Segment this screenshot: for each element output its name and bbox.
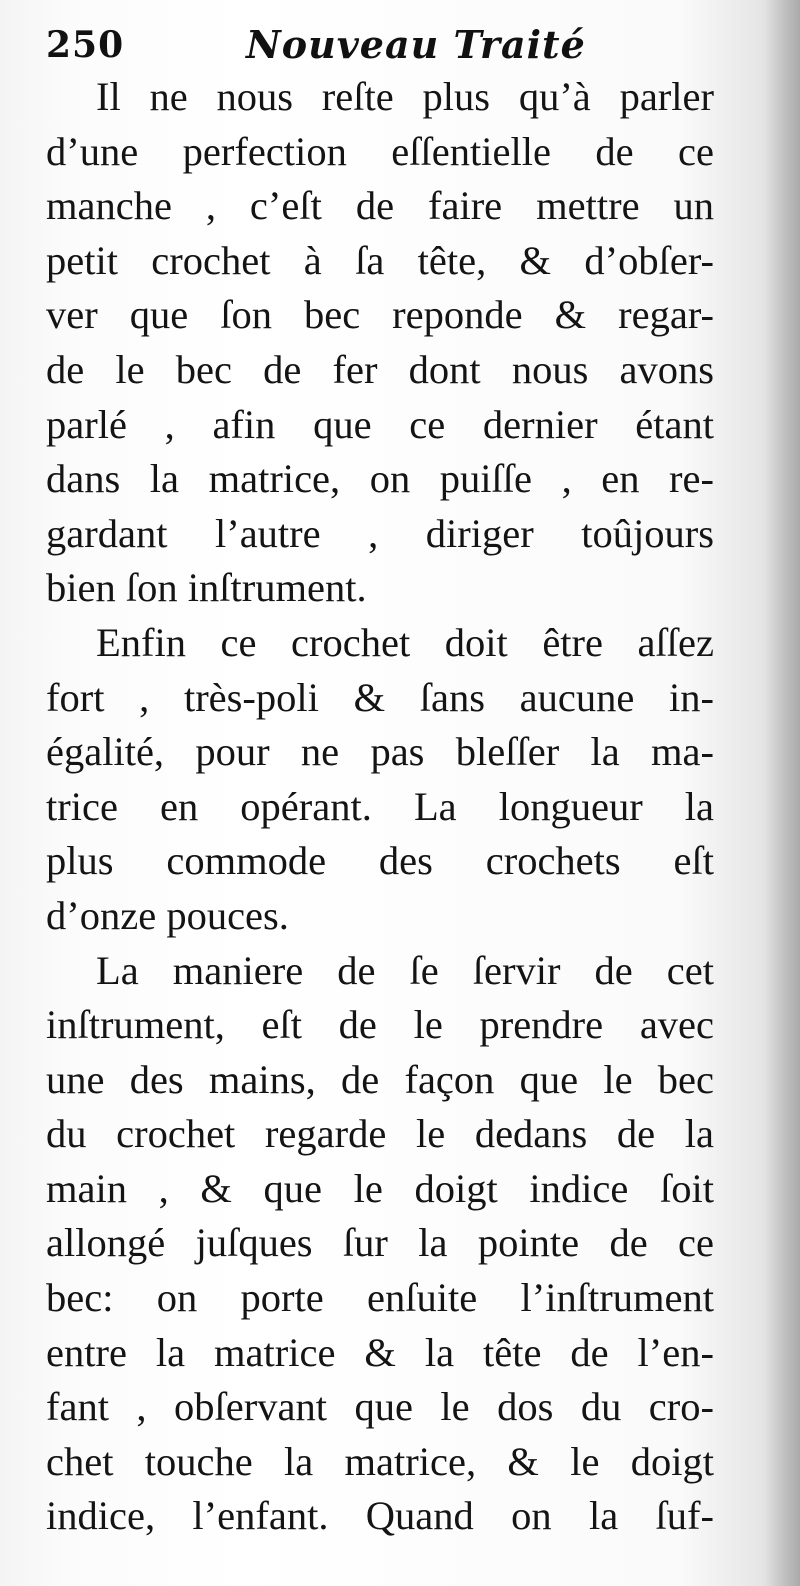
text-line: indice, l’enfant. Quand on la ſuf- (46, 1493, 714, 1539)
page-gutter-shadow (764, 0, 800, 1586)
text-line: trice en opérant. La longueur la (46, 783, 714, 829)
text-line: bec: on porte enſuite l’inſtrument (46, 1275, 714, 1321)
body-text (46, 70, 714, 1544)
text-line: entre la matrice & la tête de l’en- (46, 1329, 714, 1375)
text-line: d’onze pouces. (46, 892, 289, 938)
text-line: chet touche la matrice, & le doigt (46, 1438, 714, 1484)
running-title: Nouveau Traité (246, 22, 586, 67)
text-line: bien ſon inſtrument. (46, 565, 367, 611)
text-line: inſtrument, eſt de le prendre avec (46, 1002, 714, 1048)
text-line: Enfin ce crochet doit être aſſez (96, 619, 714, 665)
text-line: de le bec de fer dont nous avons (46, 346, 714, 392)
text-line: allongé juſques ſur la pointe de ce (46, 1220, 714, 1266)
page-header (46, 18, 746, 78)
text-line: fant , obſervant que le dos du cro- (46, 1384, 714, 1430)
text-line: dans la matrice, on puiſſe , en re- (46, 456, 714, 502)
text-line: du crochet regarde le dedans de la (46, 1111, 714, 1157)
page-number: 250 (46, 24, 125, 66)
text-line: La maniere de ſe ſervir de cet (96, 947, 714, 993)
text-line: d’une perfection eſſentielle de ce (46, 128, 714, 174)
text-line: petit crochet à ſa tête, & d’obſer- (46, 237, 714, 283)
text-line: parlé , afin que ce dernier étant (46, 401, 714, 447)
text-line: fort , très-poli & ſans aucune in- (46, 674, 714, 720)
text-line: plus commode des crochets eſt (46, 838, 714, 884)
text-line: manche , c’eſt de faire mettre un (46, 183, 714, 229)
text-line: une des mains, de façon que le bec (46, 1056, 714, 1102)
text-line: égalité, pour ne pas bleſſer la ma- (46, 729, 714, 775)
text-line: ver que ſon bec reponde & regar- (46, 292, 714, 338)
text-line: main , & que le doigt indice ſoit (46, 1165, 714, 1211)
text-line: gardant l’autre , diriger toûjours (46, 510, 714, 556)
text-line: Il ne nous reſte plus qu’à parler (96, 74, 714, 119)
